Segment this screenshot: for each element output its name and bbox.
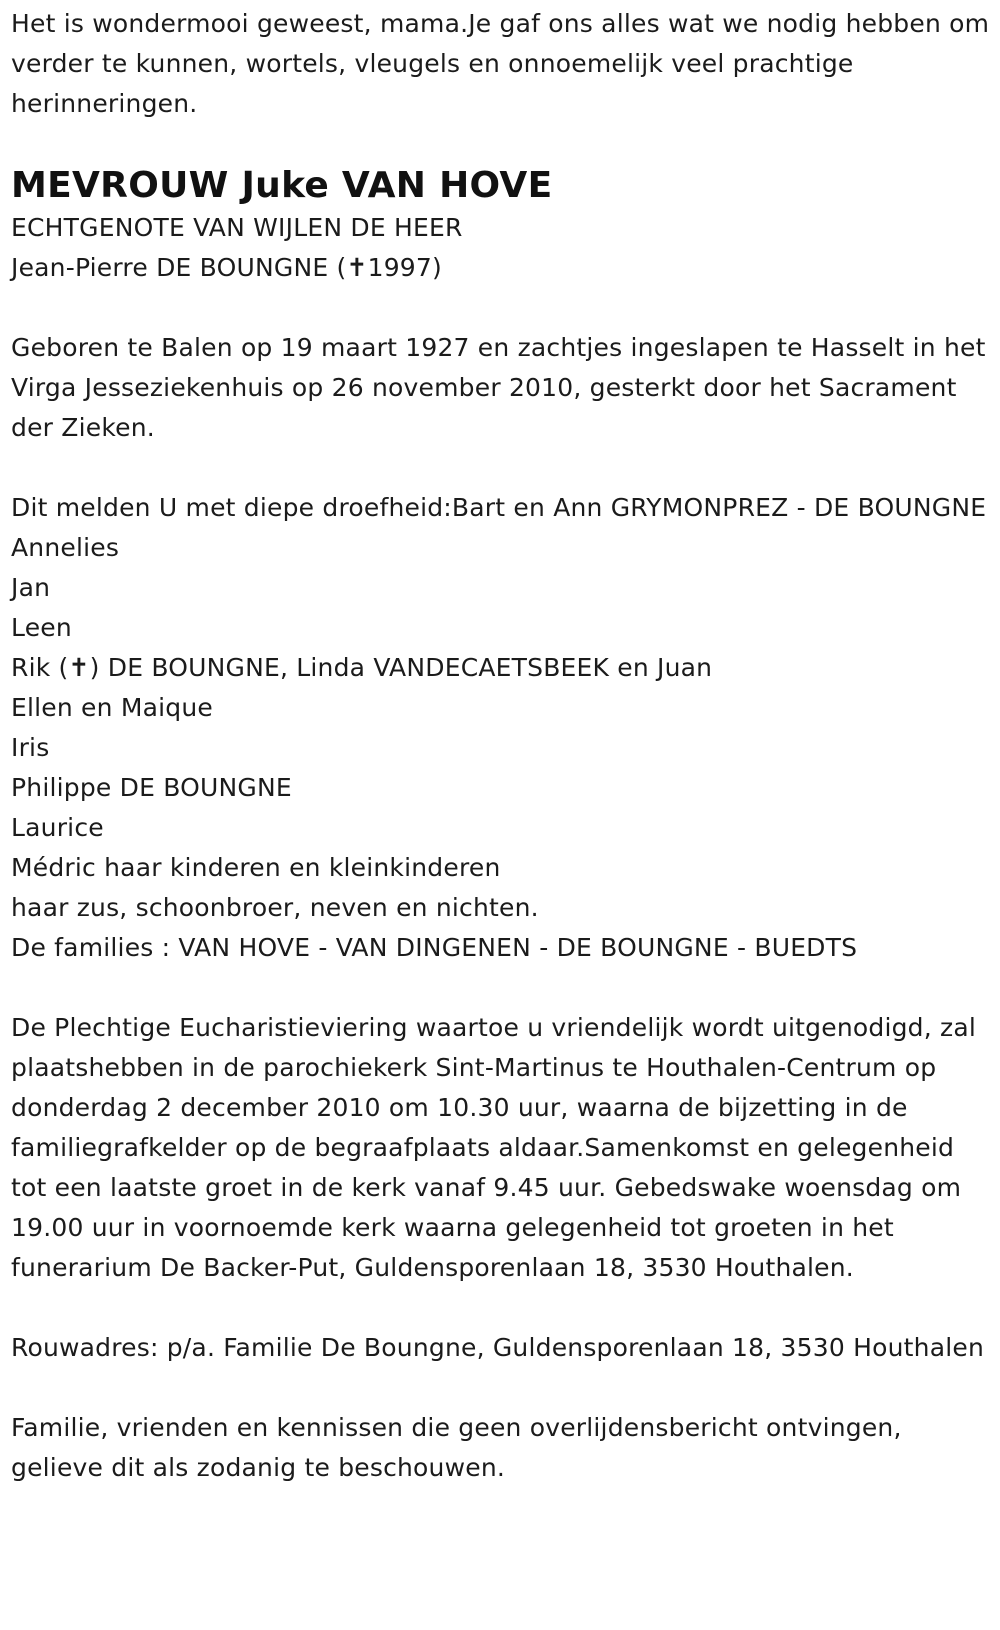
mourner-line: Leen — [11, 613, 72, 642]
intro-text: Het is wondermooi geweest, mama.Je gaf ons alles wat we nodig hebben om verder te kunnen, wortels, vleugels en onnoemelijk veel prachtige herinneringen. — [11, 9, 990, 118]
mourner-line: Philippe DE BOUNGNE — [11, 773, 292, 802]
deceased-name: MEVROUW Juke VAN HOVE — [11, 165, 553, 206]
mourner-line: Iris — [11, 733, 50, 762]
mourner-line: Jan — [11, 573, 51, 602]
ceremony-text: De Plechtige Eucharistieviering waartoe u vriendelijk wordt uitgenodigd, zal plaatshebben in de parochiekerk Sint-Martinus te Houthalen-Centrum op donderdag 2 december 2010 om 10.30 uur, waarna de bijzetting in de familiegrafkelder op de begraafplaats aldaar.Samenkomst en gelegenheid tot een laatste groet in de kerk vanaf 9.45 uur. Gebedswake woensdag om 19.00 uur in voornoemde kerk waarna gelegenheid tot groeten in het funerarium De Backer-Put, Guldensporenlaan 18, 3530 Houthalen. — [11, 1013, 977, 1282]
mourner-line: Laurice — [11, 813, 104, 842]
mourner-line: Ellen en Maique — [11, 693, 213, 722]
closing-text: Familie, vrienden en kennissen die geen overlijdensbericht ontvingen, gelieve dit als zodanig te beschouwen. — [11, 1413, 902, 1482]
spouse-name: Jean-Pierre DE BOUNGNE (✝1997) — [11, 253, 442, 282]
mourner-line: Médric haar kinderen en kleinkinderen — [11, 853, 501, 882]
relation-text: ECHTGENOTE VAN WIJLEN DE HEER — [11, 213, 463, 242]
mourner-line: Rik (✝) DE BOUNGNE, Linda VANDECAETSBEEK en Juan — [11, 653, 713, 682]
obituary-notice — [11, 4, 991, 1488]
families-line: De families : VAN HOVE - VAN DINGENEN - DE BOUNGNE - BUEDTS — [11, 933, 858, 962]
mourner-line: haar zus, schoonbroer, neven en nichten. — [11, 893, 539, 922]
birth-death-text: Geboren te Balen op 19 maart 1927 en zachtjes ingeslapen te Hasselt in het Virga Jesseziekenhuis op 26 november 2010, gesterkt door het Sacrament der Zieken. — [11, 333, 986, 442]
address-text: Rouwadres: p/a. Familie De Boungne, Guldensporenlaan 18, 3530 Houthalen — [11, 1333, 984, 1362]
mourner-line: Annelies — [11, 533, 120, 562]
mourners-intro: Dit melden U met diepe droefheid:Bart en Ann GRYMONPREZ - DE BOUNGNE — [11, 493, 987, 522]
